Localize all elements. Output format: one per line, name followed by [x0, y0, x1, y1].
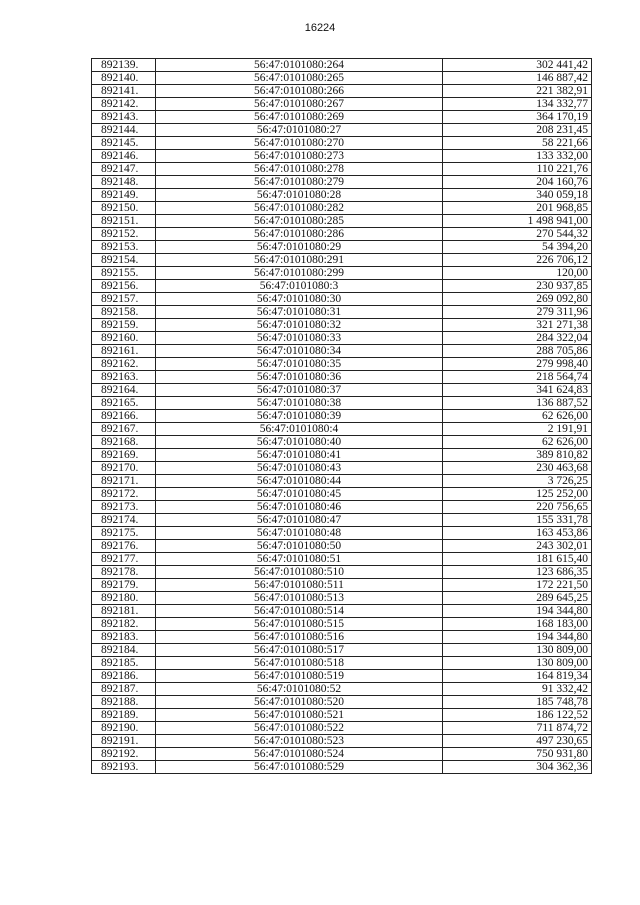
row-number-cell: 892147.	[92, 163, 156, 176]
value-cell: 208 231,45	[443, 124, 592, 137]
value-cell: 136 887,52	[443, 397, 592, 410]
value-cell: 185 748,78	[443, 696, 592, 709]
page-number: 16224	[304, 22, 336, 34]
table-row	[92, 423, 592, 436]
cadastral-number-cell: 56:47:0101080:27	[156, 124, 443, 137]
row-number-cell: 892139.	[92, 59, 156, 72]
value-cell: 194 344,80	[443, 605, 592, 618]
row-number-cell: 892159.	[92, 319, 156, 332]
value-cell: 168 183,00	[443, 618, 592, 631]
cadastral-number-cell: 56:47:0101080:34	[156, 345, 443, 358]
cadastral-number-cell: 56:47:0101080:266	[156, 85, 443, 98]
value-cell: 164 819,34	[443, 670, 592, 683]
row-number-cell: 892165.	[92, 397, 156, 410]
value-cell: 364 170,19	[443, 111, 592, 124]
cadastral-number-cell: 56:47:0101080:41	[156, 449, 443, 462]
value-cell: 497 230,65	[443, 735, 592, 748]
table-row	[92, 501, 592, 514]
table-row	[92, 293, 592, 306]
value-cell: 201 968,85	[443, 202, 592, 215]
table-row	[92, 462, 592, 475]
row-number-cell: 892182.	[92, 618, 156, 631]
cadastral-number-cell: 56:47:0101080:28	[156, 189, 443, 202]
cadastral-number-cell: 56:47:0101080:519	[156, 670, 443, 683]
table-row	[92, 683, 592, 696]
cadastral-number-cell: 56:47:0101080:518	[156, 657, 443, 670]
value-cell: 123 686,35	[443, 566, 592, 579]
table-row	[92, 332, 592, 345]
cadastral-number-cell: 56:47:0101080:47	[156, 514, 443, 527]
table-row	[92, 345, 592, 358]
value-cell: 204 160,76	[443, 176, 592, 189]
registry-table-body	[92, 59, 592, 774]
row-number-cell: 892193.	[92, 761, 156, 774]
cadastral-number-cell: 56:47:0101080:37	[156, 384, 443, 397]
row-number-cell: 892145.	[92, 137, 156, 150]
cadastral-number-cell: 56:47:0101080:39	[156, 410, 443, 423]
row-number-cell: 892150.	[92, 202, 156, 215]
value-cell: 304 362,36	[443, 761, 592, 774]
row-number-cell: 892154.	[92, 254, 156, 267]
row-number-cell: 892189.	[92, 709, 156, 722]
row-number-cell: 892164.	[92, 384, 156, 397]
table-row	[92, 657, 592, 670]
value-cell: 270 544,32	[443, 228, 592, 241]
row-number-cell: 892157.	[92, 293, 156, 306]
row-number-cell: 892161.	[92, 345, 156, 358]
row-number-cell: 892158.	[92, 306, 156, 319]
row-number-cell: 892174.	[92, 514, 156, 527]
table-row	[92, 72, 592, 85]
cadastral-number-cell: 56:47:0101080:515	[156, 618, 443, 631]
row-number-cell: 892168.	[92, 436, 156, 449]
cadastral-number-cell: 56:47:0101080:514	[156, 605, 443, 618]
table-row	[92, 527, 592, 540]
row-number-cell: 892148.	[92, 176, 156, 189]
value-cell: 230 463,68	[443, 462, 592, 475]
table-row	[92, 163, 592, 176]
value-cell: 243 302,01	[443, 540, 592, 553]
value-cell: 1 498 941,00	[443, 215, 592, 228]
cadastral-number-cell: 56:47:0101080:523	[156, 735, 443, 748]
cadastral-number-cell: 56:47:0101080:529	[156, 761, 443, 774]
value-cell: 750 931,80	[443, 748, 592, 761]
value-cell: 54 394,20	[443, 241, 592, 254]
cadastral-number-cell: 56:47:0101080:32	[156, 319, 443, 332]
row-number-cell: 892184.	[92, 644, 156, 657]
value-cell: 194 344,80	[443, 631, 592, 644]
value-cell: 62 626,00	[443, 436, 592, 449]
value-cell: 340 059,18	[443, 189, 592, 202]
value-cell: 279 311,96	[443, 306, 592, 319]
value-cell: 341 624,83	[443, 384, 592, 397]
value-cell: 186 122,52	[443, 709, 592, 722]
table-row	[92, 215, 592, 228]
cadastral-number-cell: 56:47:0101080:510	[156, 566, 443, 579]
row-number-cell: 892149.	[92, 189, 156, 202]
table-row	[92, 540, 592, 553]
table-row	[92, 644, 592, 657]
value-cell: 218 564,74	[443, 371, 592, 384]
row-number-cell: 892166.	[92, 410, 156, 423]
row-number-cell: 892153.	[92, 241, 156, 254]
table-row	[92, 735, 592, 748]
cadastral-number-cell: 56:47:0101080:516	[156, 631, 443, 644]
value-cell: 110 221,76	[443, 163, 592, 176]
row-number-cell: 892186.	[92, 670, 156, 683]
cadastral-number-cell: 56:47:0101080:299	[156, 267, 443, 280]
table-row	[92, 124, 592, 137]
cadastral-number-cell: 56:47:0101080:522	[156, 722, 443, 735]
cadastral-number-cell: 56:47:0101080:286	[156, 228, 443, 241]
row-number-cell: 892181.	[92, 605, 156, 618]
table-row	[92, 137, 592, 150]
cadastral-number-cell: 56:47:0101080:279	[156, 176, 443, 189]
table-row	[92, 319, 592, 332]
cadastral-number-cell: 56:47:0101080:40	[156, 436, 443, 449]
cadastral-number-cell: 56:47:0101080:45	[156, 488, 443, 501]
value-cell: 321 271,38	[443, 319, 592, 332]
table-row	[92, 410, 592, 423]
value-cell: 181 615,40	[443, 553, 592, 566]
table-row	[92, 98, 592, 111]
row-number-cell: 892191.	[92, 735, 156, 748]
table-row	[92, 761, 592, 774]
value-cell: 711 874,72	[443, 722, 592, 735]
row-number-cell: 892160.	[92, 332, 156, 345]
row-number-cell: 892175.	[92, 527, 156, 540]
row-number-cell: 892173.	[92, 501, 156, 514]
row-number-cell: 892180.	[92, 592, 156, 605]
row-number-cell: 892156.	[92, 280, 156, 293]
table-row	[92, 371, 592, 384]
cadastral-number-cell: 56:47:0101080:273	[156, 150, 443, 163]
cadastral-number-cell: 56:47:0101080:51	[156, 553, 443, 566]
value-cell: 220 756,65	[443, 501, 592, 514]
row-number-cell: 892151.	[92, 215, 156, 228]
cadastral-number-cell: 56:47:0101080:265	[156, 72, 443, 85]
value-cell: 172 221,50	[443, 579, 592, 592]
table-row	[92, 306, 592, 319]
cadastral-number-cell: 56:47:0101080:278	[156, 163, 443, 176]
table-row	[92, 449, 592, 462]
value-cell: 269 092,80	[443, 293, 592, 306]
row-number-cell: 892146.	[92, 150, 156, 163]
value-cell: 91 332,42	[443, 683, 592, 696]
value-cell: 163 453,86	[443, 527, 592, 540]
value-cell: 284 322,04	[443, 332, 592, 345]
value-cell: 3 726,25	[443, 475, 592, 488]
row-number-cell: 892169.	[92, 449, 156, 462]
table-row	[92, 488, 592, 501]
value-cell: 230 937,85	[443, 280, 592, 293]
row-number-cell: 892192.	[92, 748, 156, 761]
table-row	[92, 85, 592, 98]
cadastral-number-cell: 56:47:0101080:33	[156, 332, 443, 345]
table-row	[92, 150, 592, 163]
table-row	[92, 514, 592, 527]
row-number-cell: 892163.	[92, 371, 156, 384]
cadastral-number-cell: 56:47:0101080:30	[156, 293, 443, 306]
cadastral-number-cell: 56:47:0101080:521	[156, 709, 443, 722]
table-row	[92, 592, 592, 605]
table-row	[92, 228, 592, 241]
table-row	[92, 553, 592, 566]
cadastral-number-cell: 56:47:0101080:44	[156, 475, 443, 488]
value-cell: 62 626,00	[443, 410, 592, 423]
table-row	[92, 748, 592, 761]
table-row	[92, 397, 592, 410]
table-row	[92, 566, 592, 579]
value-cell: 289 645,25	[443, 592, 592, 605]
row-number-cell: 892176.	[92, 540, 156, 553]
cadastral-number-cell: 56:47:0101080:291	[156, 254, 443, 267]
cadastral-number-cell: 56:47:0101080:36	[156, 371, 443, 384]
cadastral-number-cell: 56:47:0101080:48	[156, 527, 443, 540]
row-number-cell: 892140.	[92, 72, 156, 85]
cadastral-number-cell: 56:47:0101080:31	[156, 306, 443, 319]
table-row	[92, 189, 592, 202]
cadastral-number-cell: 56:47:0101080:50	[156, 540, 443, 553]
table-row	[92, 722, 592, 735]
row-number-cell: 892187.	[92, 683, 156, 696]
row-number-cell: 892178.	[92, 566, 156, 579]
table-row	[92, 176, 592, 189]
value-cell: 125 252,00	[443, 488, 592, 501]
value-cell: 133 332,00	[443, 150, 592, 163]
row-number-cell: 892162.	[92, 358, 156, 371]
cadastral-number-cell: 56:47:0101080:43	[156, 462, 443, 475]
cadastral-number-cell: 56:47:0101080:35	[156, 358, 443, 371]
cadastral-number-cell: 56:47:0101080:517	[156, 644, 443, 657]
value-cell: 58 221,66	[443, 137, 592, 150]
cadastral-number-cell: 56:47:0101080:52	[156, 683, 443, 696]
row-number-cell: 892141.	[92, 85, 156, 98]
table-row	[92, 280, 592, 293]
row-number-cell: 892142.	[92, 98, 156, 111]
table-row	[92, 254, 592, 267]
cadastral-number-cell: 56:47:0101080:270	[156, 137, 443, 150]
table-row	[92, 475, 592, 488]
row-number-cell: 892179.	[92, 579, 156, 592]
row-number-cell: 892167.	[92, 423, 156, 436]
table-row	[92, 111, 592, 124]
table-row	[92, 631, 592, 644]
table-row	[92, 241, 592, 254]
value-cell: 130 809,00	[443, 657, 592, 670]
value-cell: 389 810,82	[443, 449, 592, 462]
cadastral-number-cell: 56:47:0101080:38	[156, 397, 443, 410]
cadastral-number-cell: 56:47:0101080:513	[156, 592, 443, 605]
cadastral-number-cell: 56:47:0101080:511	[156, 579, 443, 592]
cadastral-number-cell: 56:47:0101080:3	[156, 280, 443, 293]
value-cell: 134 332,77	[443, 98, 592, 111]
cadastral-number-cell: 56:47:0101080:269	[156, 111, 443, 124]
value-cell: 279 998,40	[443, 358, 592, 371]
table-row	[92, 202, 592, 215]
cadastral-number-cell: 56:47:0101080:285	[156, 215, 443, 228]
value-cell: 130 809,00	[443, 644, 592, 657]
value-cell: 146 887,42	[443, 72, 592, 85]
row-number-cell: 892185.	[92, 657, 156, 670]
row-number-cell: 892152.	[92, 228, 156, 241]
cadastral-number-cell: 56:47:0101080:282	[156, 202, 443, 215]
row-number-cell: 892172.	[92, 488, 156, 501]
table-row	[92, 267, 592, 280]
table-row	[92, 670, 592, 683]
value-cell: 302 441,42	[443, 59, 592, 72]
row-number-cell: 892190.	[92, 722, 156, 735]
table-row	[92, 605, 592, 618]
value-cell: 221 382,91	[443, 85, 592, 98]
cadastral-number-cell: 56:47:0101080:524	[156, 748, 443, 761]
cadastral-number-cell: 56:47:0101080:520	[156, 696, 443, 709]
row-number-cell: 892177.	[92, 553, 156, 566]
value-cell: 120,00	[443, 267, 592, 280]
table-row	[92, 696, 592, 709]
row-number-cell: 892143.	[92, 111, 156, 124]
cadastral-number-cell: 56:47:0101080:4	[156, 423, 443, 436]
cadastral-number-cell: 56:47:0101080:46	[156, 501, 443, 514]
row-number-cell: 892144.	[92, 124, 156, 137]
registry-table	[91, 58, 592, 774]
value-cell: 155 331,78	[443, 514, 592, 527]
table-row	[92, 59, 592, 72]
cadastral-number-cell: 56:47:0101080:29	[156, 241, 443, 254]
cadastral-number-cell: 56:47:0101080:264	[156, 59, 443, 72]
row-number-cell: 892171.	[92, 475, 156, 488]
row-number-cell: 892188.	[92, 696, 156, 709]
table-row	[92, 709, 592, 722]
row-number-cell: 892170.	[92, 462, 156, 475]
value-cell: 226 706,12	[443, 254, 592, 267]
table-row	[92, 579, 592, 592]
row-number-cell: 892183.	[92, 631, 156, 644]
cadastral-number-cell: 56:47:0101080:267	[156, 98, 443, 111]
value-cell: 2 191,91	[443, 423, 592, 436]
table-row	[92, 618, 592, 631]
value-cell: 288 705,86	[443, 345, 592, 358]
row-number-cell: 892155.	[92, 267, 156, 280]
table-row	[92, 436, 592, 449]
table-row	[92, 358, 592, 371]
table-row	[92, 384, 592, 397]
